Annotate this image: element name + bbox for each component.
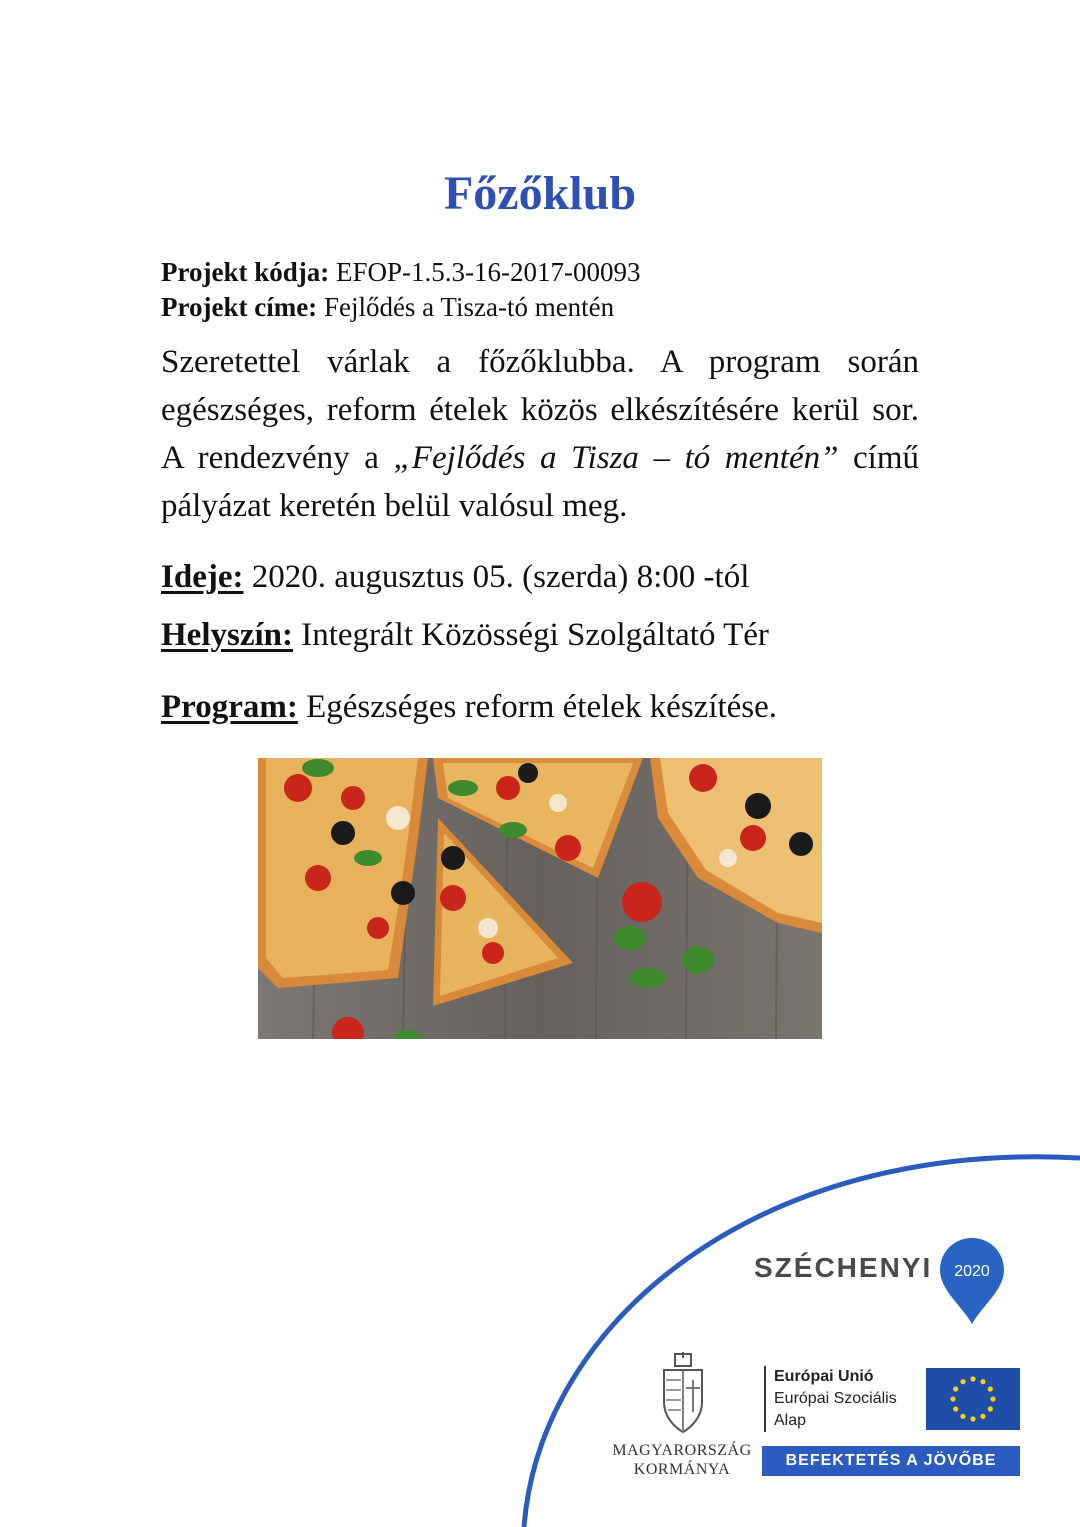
szechenyi-year: 2020 <box>954 1263 990 1280</box>
invest-banner: BEFEKTETÉS A JÖVŐBE <box>762 1446 1020 1476</box>
event-place <box>161 614 769 656</box>
government-label <box>612 1441 752 1479</box>
program-label: Program: <box>161 689 298 725</box>
eu-label <box>764 1366 897 1432</box>
eu-line-3: Alap <box>774 1412 807 1429</box>
project-code <box>161 255 641 289</box>
project-code-label: Projekt kódja: <box>161 257 330 287</box>
intro-quoted-title: „Fejlődés a Tisza – tó mentén” <box>393 440 839 476</box>
szechenyi-text: SZÉCHENYI <box>754 1252 933 1283</box>
place-label: Helyszín: <box>161 617 293 653</box>
event-date <box>161 556 749 598</box>
place-value: Integrált Közösségi Szolgáltató Tér <box>301 617 769 653</box>
hungarian-coat-of-arms-icon <box>660 1352 706 1434</box>
date-label: Ideje: <box>161 559 244 595</box>
project-title-label: Projekt címe: <box>161 292 318 322</box>
eu-flag-icon <box>926 1368 1020 1430</box>
project-title-value: Fejlődés a Tisza-tó mentén <box>323 292 615 322</box>
event-program <box>161 686 777 728</box>
intro-paragraph <box>161 338 919 530</box>
page-title: Főzőklub <box>443 167 637 220</box>
eu-star-icon <box>990 1396 995 1401</box>
szechenyi-pin-icon <box>938 1236 1006 1326</box>
project-title <box>161 290 614 324</box>
eu-star-icon <box>980 1414 985 1419</box>
eu-star-icon <box>970 1376 975 1381</box>
project-code-value: EFOP-1.5.3-16-2017-00093 <box>336 257 641 287</box>
eu-star-icon <box>950 1396 955 1401</box>
date-value: 2020. augusztus 05. (szerda) 8:00 -tól <box>251 559 750 595</box>
eu-star-icon <box>953 1406 958 1411</box>
pizza-photo <box>258 758 822 1039</box>
intro-text-before: Szeretettel várlak a főzőklubba. A program során egészséges, reform ételek közös elkészítésére kerül sor. A rendezvény a <box>161 344 919 476</box>
eu-star-icon <box>980 1379 985 1384</box>
eu-star-icon <box>953 1386 958 1391</box>
pizza-illustration <box>258 758 822 1039</box>
szechenyi-logo-text <box>754 1252 932 1284</box>
eu-star-icon <box>970 1416 975 1421</box>
gov-line-1: MAGYARORSZÁG <box>612 1442 752 1459</box>
eu-line-2: Európai Szociális <box>774 1390 897 1407</box>
gov-line-2: KORMÁNYA <box>633 1461 731 1478</box>
eu-star-icon <box>960 1414 965 1419</box>
intro-text-after: című pályázat keretén belül valósul meg. <box>161 440 920 524</box>
eu-star-icon <box>960 1379 965 1384</box>
eu-star-icon <box>988 1386 993 1391</box>
eu-star-icon <box>988 1406 993 1411</box>
program-value: Egészséges reform ételek készítése. <box>306 689 778 725</box>
eu-line-1: Európai Unió <box>774 1368 874 1385</box>
